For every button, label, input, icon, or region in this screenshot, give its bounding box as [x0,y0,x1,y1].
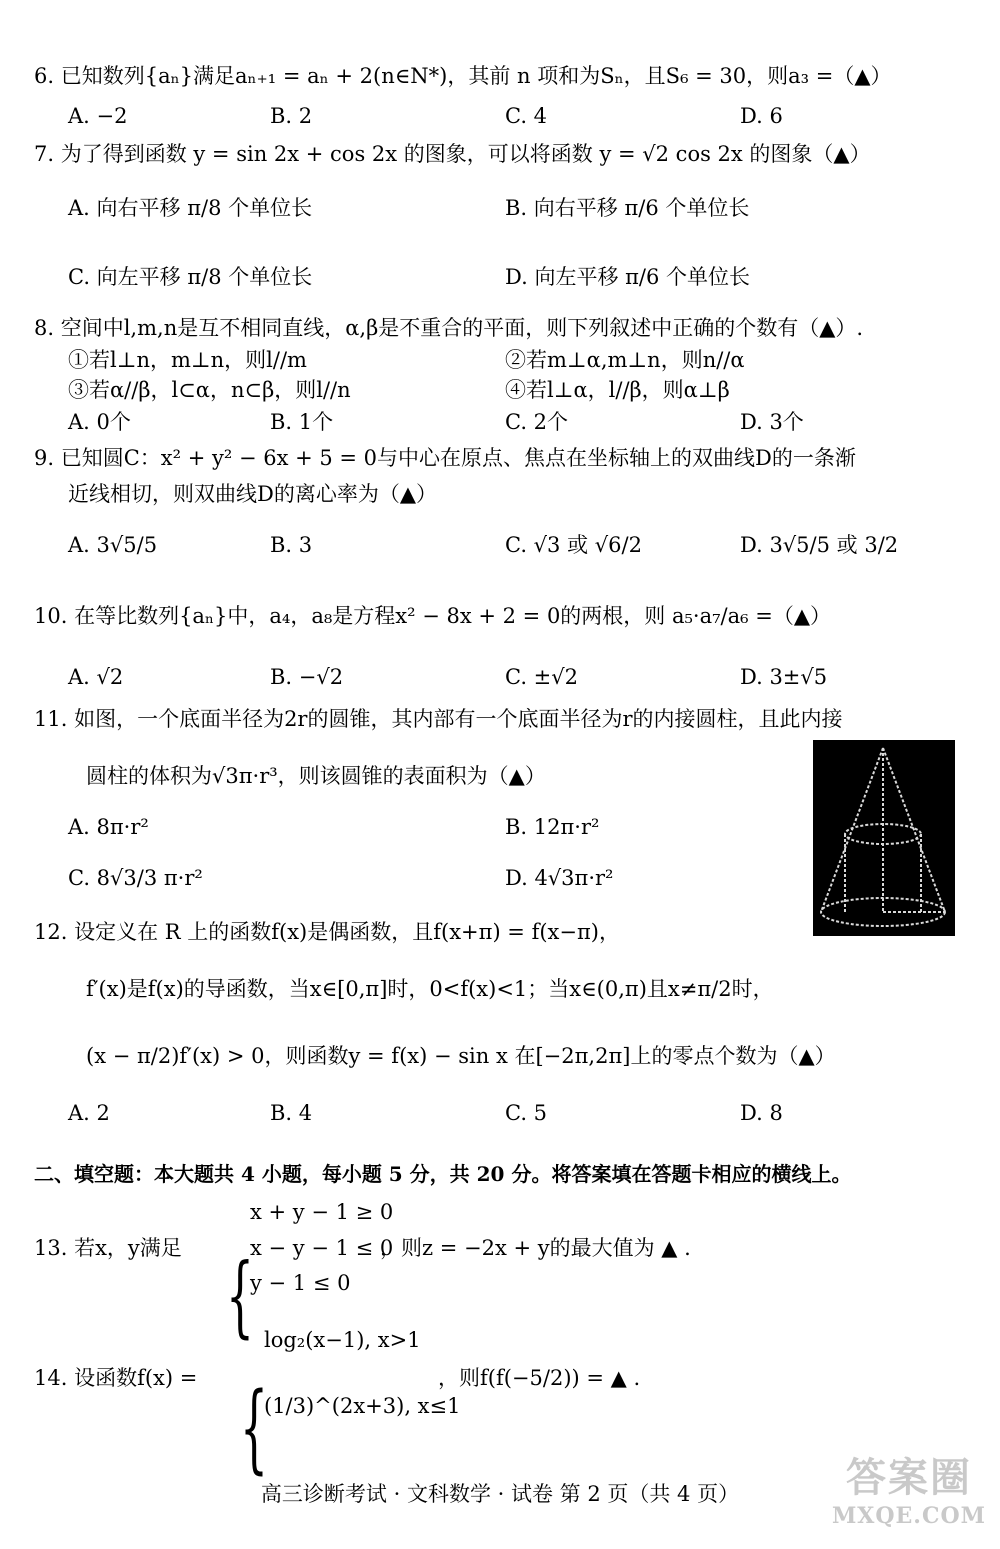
section-heading: 二、填空题：本大题共 4 小题，每小题 5 分，共 20 分。将答案填在答题卡相应的横线上。 [34,1162,852,1186]
q7-option-c: C. 向左平移 π/8 个单位长 [68,265,313,289]
q9-option-c: C. √3 或 √6/2 [505,533,642,557]
q14-case-2: (1/3)^(2x+3), x≤1 [264,1394,461,1418]
q11-option-b: B. 12π·r² [505,815,600,839]
watermark-line2: MXQE.COM [831,1503,986,1529]
q13-constraint-1: x + y − 1 ≥ 0 [250,1200,394,1224]
q8-option-c: C. 2个 [505,410,569,434]
q6-option-d: D. 6 [740,104,783,128]
q6-option-c: C. 4 [505,104,548,128]
q11-option-c: C. 8√3/3 π·r² [68,866,203,890]
q12-option-c: C. 5 [505,1101,548,1125]
q10-option-a: A. √2 [68,665,124,689]
q9-option-d: D. 3√5/5 或 3/2 [740,533,899,557]
q13-constraint-3: y − 1 ≤ 0 [250,1271,351,1295]
q7-option-d: D. 向左平移 π/6 个单位长 [505,265,751,289]
q12-option-d: D. 8 [740,1101,783,1125]
q12-stem-line2: f′(x)是f(x)的导函数，当x∈[0,π]时，0<f(x)<1；当x∈(0,π)且x≠π/2时， [86,977,774,1001]
q12-option-b: B. 4 [270,1101,313,1125]
q6-option-b: B. 2 [270,104,313,128]
q13-constraint-2: x − y − 1 ≤ 0 [250,1236,394,1260]
q8-statement-2: ②若m⊥α,m⊥n，则n//α [505,348,745,372]
q8-statement-3: ③若α//β，l⊂α，n⊂β，则l//n [68,378,351,402]
q14-case-1: log₂(x−1), x>1 [264,1328,421,1352]
q14-suffix: ，则f(f(−5/2)) = ▲ . [438,1366,641,1390]
q8-option-d: D. 3个 [740,410,804,434]
q8-statement-1: ①若l⊥n，m⊥n，则l//m [68,348,307,372]
q14-brace: { [240,1372,268,1485]
watermark-line1: 答案圈 [845,1454,972,1501]
q11-stem-line2: 圆柱的体积为√3π·r³，则该圆锥的表面积为（▲） [86,764,546,788]
q13-prefix: 13. 若x，y满足 [34,1236,182,1260]
q6-stem: 6. 已知数列{aₙ}满足aₙ₊₁ = aₙ + 2(n∈N*)，其前 n 项和为Sₙ，且S₆ = 30，则a₃ =（▲） [34,64,892,88]
q7-option-a: A. 向右平移 π/8 个单位长 [68,196,313,220]
q8-option-b: B. 1个 [270,410,334,434]
q8-option-a: A. 0个 [68,410,131,434]
q9-stem-line2: 近线相切，则双曲线D的离心率为（▲） [68,482,437,506]
q7-stem: 7. 为了得到函数 y = sin 2x + cos 2x 的图象，可以将函数 y = √2 cos 2x 的图象（▲） [34,142,871,166]
q8-stem: 8. 空间中l,m,n是互不相同直线，α,β是不重合的平面，则下列叙述中正确的个数有（▲）. [34,316,864,340]
q10-option-b: B. −√2 [270,665,344,689]
q13-brace: { [226,1246,254,1348]
q9-option-a: A. 3√5/5 [68,533,158,557]
page-footer: 高三诊断考试 · 文科数学 · 试卷 第 2 页（共 4 页） [260,1482,740,1506]
q11-option-d: D. 4√3π·r² [505,866,614,890]
q7-option-b: B. 向右平移 π/6 个单位长 [505,196,750,220]
q9-stem-line1: 9. 已知圆C：x² + y² − 6x + 5 = 0与中心在原点、焦点在坐标轴上的双曲线D的一条渐 [34,446,856,470]
q13-suffix: ，则z = −2x + y的最大值为 ▲ . [380,1236,691,1260]
q11-option-a: A. 8π·r² [68,815,149,839]
q10-stem: 10. 在等比数列{aₙ}中，a₄，a₈是方程x² − 8x + 2 = 0的两根，则 a₅·a₇/a₆ =（▲） [34,604,831,628]
q8-statement-4: ④若l⊥α，l//β，则α⊥β [505,378,730,402]
q10-option-c: C. ±√2 [505,665,579,689]
q10-option-d: D. 3±√5 [740,665,828,689]
q9-option-b: B. 3 [270,533,313,557]
cone-figure [813,740,955,936]
q12-stem-line1: 12. 设定义在 R 上的函数f(x)是偶函数，且f(x+π) = f(x−π)， [34,920,620,944]
q12-stem-line3: (x − π/2)f′(x) > 0，则函数y = f(x) − sin x 在[−2π,2π]上的零点个数为（▲） [86,1044,836,1068]
q12-option-a: A. 2 [68,1101,110,1125]
q6-option-a: A. −2 [68,104,128,128]
q11-stem-line1: 11. 如图，一个底面半径为2r的圆锥，其内部有一个底面半径为r的内接圆柱，且此内接 [34,707,843,731]
cone-with-inscribed-cylinder-icon [813,740,955,936]
q14-prefix: 14. 设函数f(x) = [34,1366,198,1390]
watermark-logo [832,1446,986,1529]
